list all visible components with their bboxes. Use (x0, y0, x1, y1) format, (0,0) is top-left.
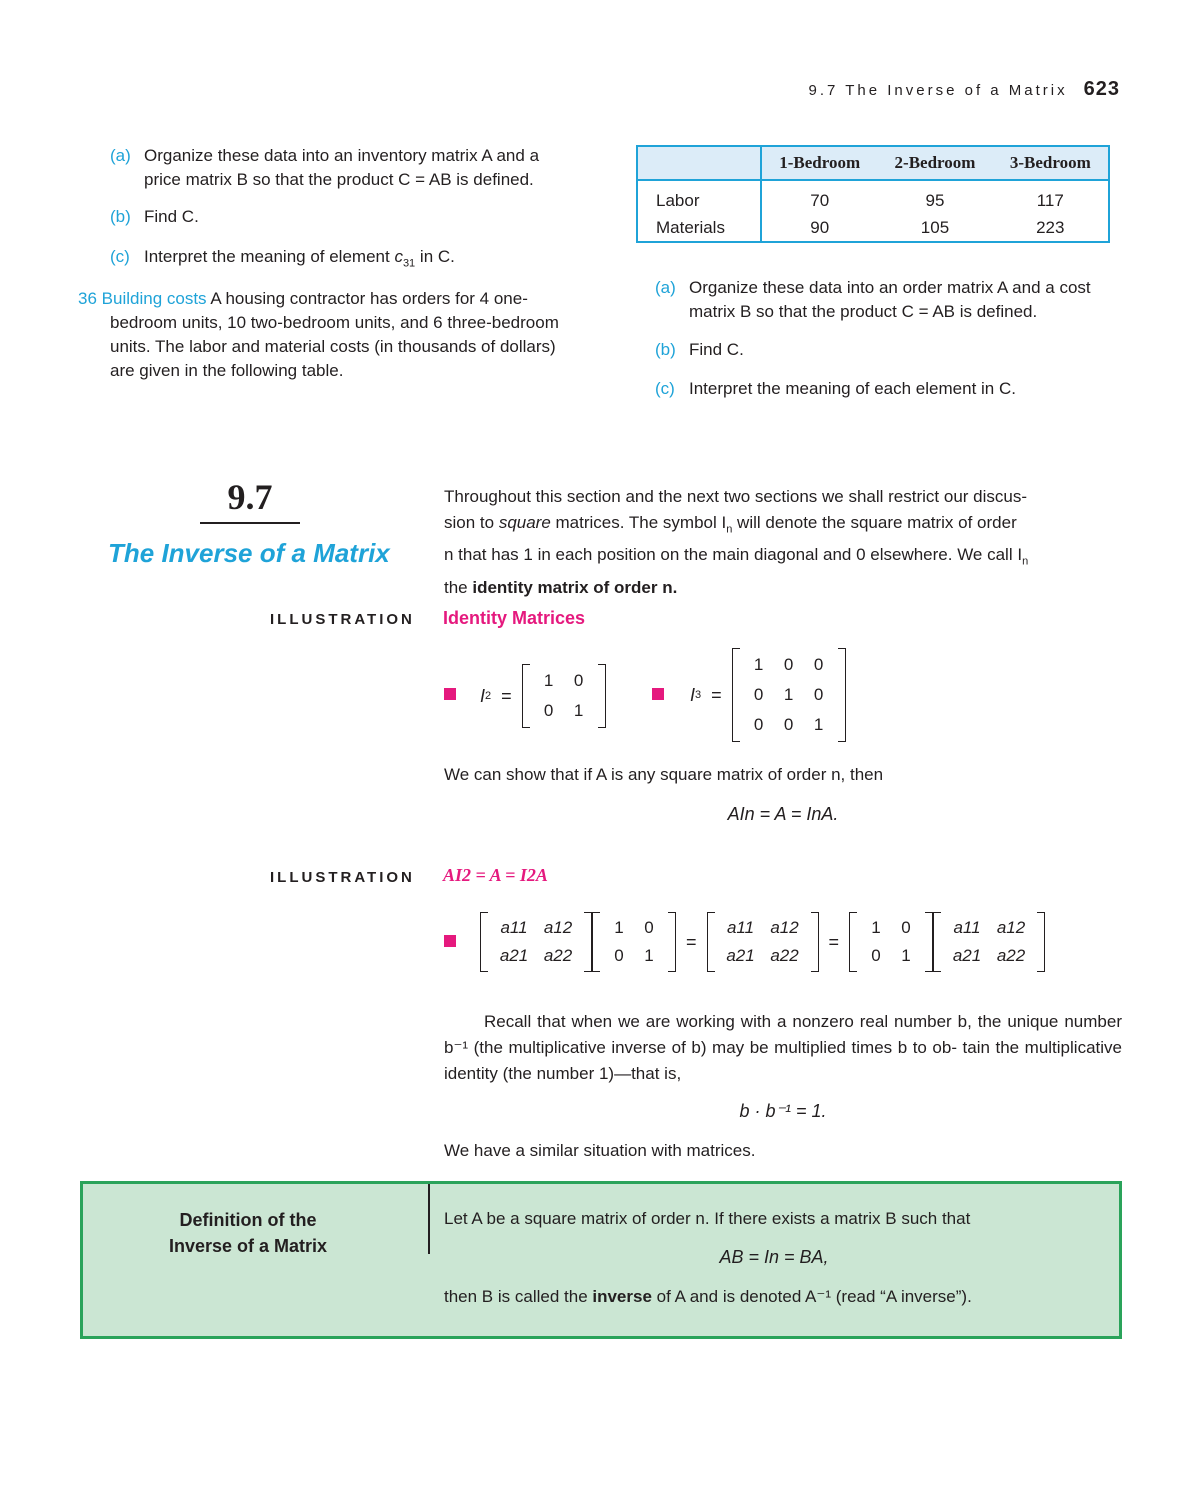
matrix-symbol: I (480, 685, 486, 706)
definition-title (108, 1207, 388, 1259)
part-text-line: Organize these data into an inventory matrix A and a (144, 146, 540, 165)
cost-table (636, 145, 1110, 243)
exercise36-continuation (110, 311, 580, 383)
matrix-entry: a21 (726, 946, 755, 965)
matrix-entry: 0 (813, 685, 824, 704)
equals-sign: = (686, 931, 697, 952)
right-bracket (925, 912, 933, 972)
left-bracket (592, 912, 600, 972)
part-label: (b) (110, 207, 131, 226)
intro-line: n that has 1 in each position on the main diagonal and 0 elsewhere. We call I (444, 545, 1023, 565)
exercise36-part-a (655, 276, 1125, 324)
row-label: Labor (637, 180, 761, 214)
matrix-entry: 1 (753, 655, 764, 674)
part-text-line: price matrix B so that the product C = AB is defined. (144, 170, 534, 189)
right-bracket (838, 648, 846, 742)
matrix-entry: a22 (770, 946, 799, 965)
part-label: (c) (655, 379, 675, 398)
column-header: 2-Bedroom (877, 146, 992, 180)
matrix-subscript: 2 (485, 690, 492, 702)
definition-title-line: Definition of the (179, 1210, 317, 1230)
matrix-body (488, 912, 584, 972)
matrix-a (707, 912, 819, 972)
matrix-a (480, 912, 592, 972)
illustration-label: ILLUSTRATION (270, 869, 415, 886)
table-cell: 105 (920, 217, 950, 237)
matrix-entry: a11 (726, 918, 755, 937)
equals-sign: = (501, 685, 512, 706)
matrix-identity (592, 912, 676, 972)
page-number: 623 (1083, 78, 1120, 100)
definition-text: of A and is denoted A⁻¹ (read “A inverse”). (651, 1287, 972, 1306)
table-cell: 90 (810, 217, 830, 237)
matrix-entry: 0 (614, 946, 624, 965)
running-head-title: 9.7 The Inverse of a Matrix (808, 82, 1068, 99)
exercise-text-line: units. The labor and material costs (in thousands of dollars) (110, 337, 556, 356)
table-cell: 95 (925, 190, 945, 210)
table-cell: 117 (1036, 190, 1064, 210)
matrix-entry: a11 (500, 918, 528, 937)
part-text-line: Organize these data into an order matrix A and a cost (689, 278, 1091, 297)
left-bracket (522, 664, 530, 728)
column-header: 1-Bedroom (761, 146, 877, 180)
matrix-entry: 0 (644, 918, 654, 937)
table-header-row (637, 146, 1109, 180)
part-label: (a) (110, 146, 131, 165)
bullet-square (444, 935, 456, 947)
matrix-body (715, 912, 811, 972)
matrix-entry: a12 (543, 918, 573, 937)
identity-property-equation: AIn = A = InA. (727, 804, 839, 824)
identity-i3 (690, 648, 846, 742)
recall-line: number b⁻¹ (the multiplicative inverse of b) may be multiplied times b to ob- (444, 1012, 1122, 1057)
part-text: in C. (415, 247, 455, 266)
part-text: Interpret the meaning of element (144, 247, 395, 266)
matrix-body (600, 912, 668, 972)
left-bracket (732, 648, 740, 742)
definition-equation: AB = In = BA, (719, 1247, 829, 1267)
left-bracket (707, 912, 715, 972)
matrix-body (740, 648, 838, 742)
matrix-subscript: 3 (695, 689, 702, 701)
table-cell: 223 (1036, 217, 1065, 237)
matrix-entry: a11 (953, 918, 981, 937)
exercise-title: Building costs (101, 289, 207, 308)
matrix-entry: 0 (753, 715, 764, 734)
intro-line: Throughout this section and the next two sections we shall restrict our discus- (444, 487, 1028, 506)
part-text: Interpret the meaning of each element in C. (689, 379, 1016, 398)
matrix-identity (849, 912, 933, 972)
subscript: n (726, 523, 733, 536)
exercise36-statement (78, 287, 578, 311)
row-label: Materials (637, 214, 761, 242)
identity-matrix-term: identity matrix of order n. (472, 577, 678, 597)
matrix-entry: 1 (901, 946, 911, 965)
matrix-entry: a12 (996, 918, 1026, 937)
matrix-entry: 1 (573, 701, 584, 720)
element-symbol: c (394, 247, 403, 266)
right-bracket (668, 912, 676, 972)
intro-line: will denote the square matrix of order (732, 513, 1017, 532)
part-label: (a) (655, 278, 676, 297)
identity-i2 (480, 664, 606, 728)
matrix-entry: a12 (770, 918, 799, 937)
table-row (637, 214, 1109, 242)
recall-line: tain the multiplicative identity (the number 1)—that is, (444, 1038, 1122, 1083)
part-label: (c) (110, 247, 130, 266)
table-row (637, 180, 1109, 214)
definition-divider (428, 1184, 430, 1254)
exercise35-part-c (110, 245, 580, 275)
equals-sign: = (711, 684, 722, 705)
matrix-entry: a22 (543, 946, 573, 965)
exercise35-part-a (110, 144, 580, 192)
matrix-entry: 1 (871, 918, 881, 937)
exercise36-part-b (655, 338, 1125, 362)
element-subscript: 31 (402, 257, 416, 270)
exercise-text-line: A housing contractor has orders for 4 one- (210, 289, 528, 308)
section-title: The Inverse of a Matrix (108, 538, 390, 568)
part-text: Find C. (144, 207, 199, 226)
right-bracket (598, 664, 606, 728)
product-equation (480, 912, 1045, 972)
section-rule (200, 522, 300, 524)
bullet-square (444, 688, 456, 700)
left-bracket (849, 912, 857, 972)
matrix-entry: 0 (753, 685, 764, 704)
right-bracket (811, 912, 819, 972)
intro-line: the (444, 577, 473, 597)
recall-closing: We have a similar situation with matrices. (444, 1141, 756, 1160)
matrix-a (933, 912, 1045, 972)
right-bracket (1037, 912, 1045, 972)
after-illustration-sentence: We can show that if A is any square matrix of order n, then (444, 765, 884, 784)
matrix-entry: 0 (783, 655, 794, 674)
matrix-body (530, 664, 598, 728)
table-cell: 70 (810, 190, 830, 210)
subscript: n (1022, 555, 1029, 568)
matrix-body (941, 912, 1037, 972)
emphasis-square: square (498, 513, 551, 532)
left-bracket (480, 912, 488, 972)
right-bracket (584, 912, 592, 972)
matrix-entry: 0 (783, 715, 794, 734)
exercise36-part-c (655, 377, 1125, 401)
recall-paragraph (444, 1009, 1122, 1087)
definition-conclusion (444, 1285, 1104, 1309)
matrix-entry: a21 (952, 946, 982, 965)
table-corner (637, 146, 761, 180)
exercise-text-line: are given in the following table. (110, 361, 344, 380)
matrix-symbol: I (690, 684, 696, 705)
matrix-entry: 0 (813, 655, 824, 674)
matrix-entry: 1 (813, 715, 824, 734)
intro-line: matrices. The symbol I (550, 513, 727, 532)
matrix-entry: 0 (573, 671, 584, 690)
inverse-term: inverse (592, 1287, 652, 1306)
left-bracket (933, 912, 941, 972)
matrix-entry: 1 (783, 685, 794, 704)
matrix-entry: 1 (614, 918, 624, 937)
bullet-square (652, 688, 664, 700)
definition-line: Let A be a square matrix of order n. If there exists a matrix B such that (444, 1209, 971, 1228)
matrix-entry: a22 (996, 946, 1026, 965)
part-text-line: matrix B so that the product C = AB is defined. (689, 302, 1038, 321)
section-number: 9.7 (227, 477, 273, 517)
recall-line: Recall that when we are working with a nonzero real number b, the unique (484, 1012, 1059, 1031)
matrix-entry: 0 (543, 701, 554, 720)
matrix-entry: 0 (871, 946, 881, 965)
inverse-equation: b · b⁻¹ = 1. (739, 1101, 827, 1121)
definition-title-line: Inverse of a Matrix (168, 1236, 328, 1256)
exercise-text-line: bedroom units, 10 two-bedroom units, and 6 three-bedroom (110, 313, 559, 332)
exercise35-part-b (110, 205, 580, 229)
column-header: 3-Bedroom (993, 146, 1109, 180)
matrix-entry: 1 (644, 946, 654, 965)
matrix-i3 (732, 648, 846, 742)
part-label: (b) (655, 340, 676, 359)
illustration-title: Identity Matrices (443, 608, 586, 628)
matrix-i2 (522, 664, 606, 728)
intro-line: sion to (444, 513, 499, 532)
equals-sign: = (828, 931, 840, 952)
matrix-entry: 1 (543, 671, 554, 690)
exercise-number: 36 (78, 289, 97, 308)
matrix-body (857, 912, 925, 972)
part-text: Find C. (689, 340, 744, 359)
running-head (808, 78, 1120, 101)
illustration-label: ILLUSTRATION (270, 611, 415, 628)
matrix-entry: a21 (499, 946, 529, 965)
definition-text: then B is called the (444, 1287, 593, 1306)
intro-paragraph (444, 484, 1122, 601)
illustration-title: AI2 = A = I2A (443, 865, 548, 885)
matrix-entry: 0 (901, 918, 911, 937)
